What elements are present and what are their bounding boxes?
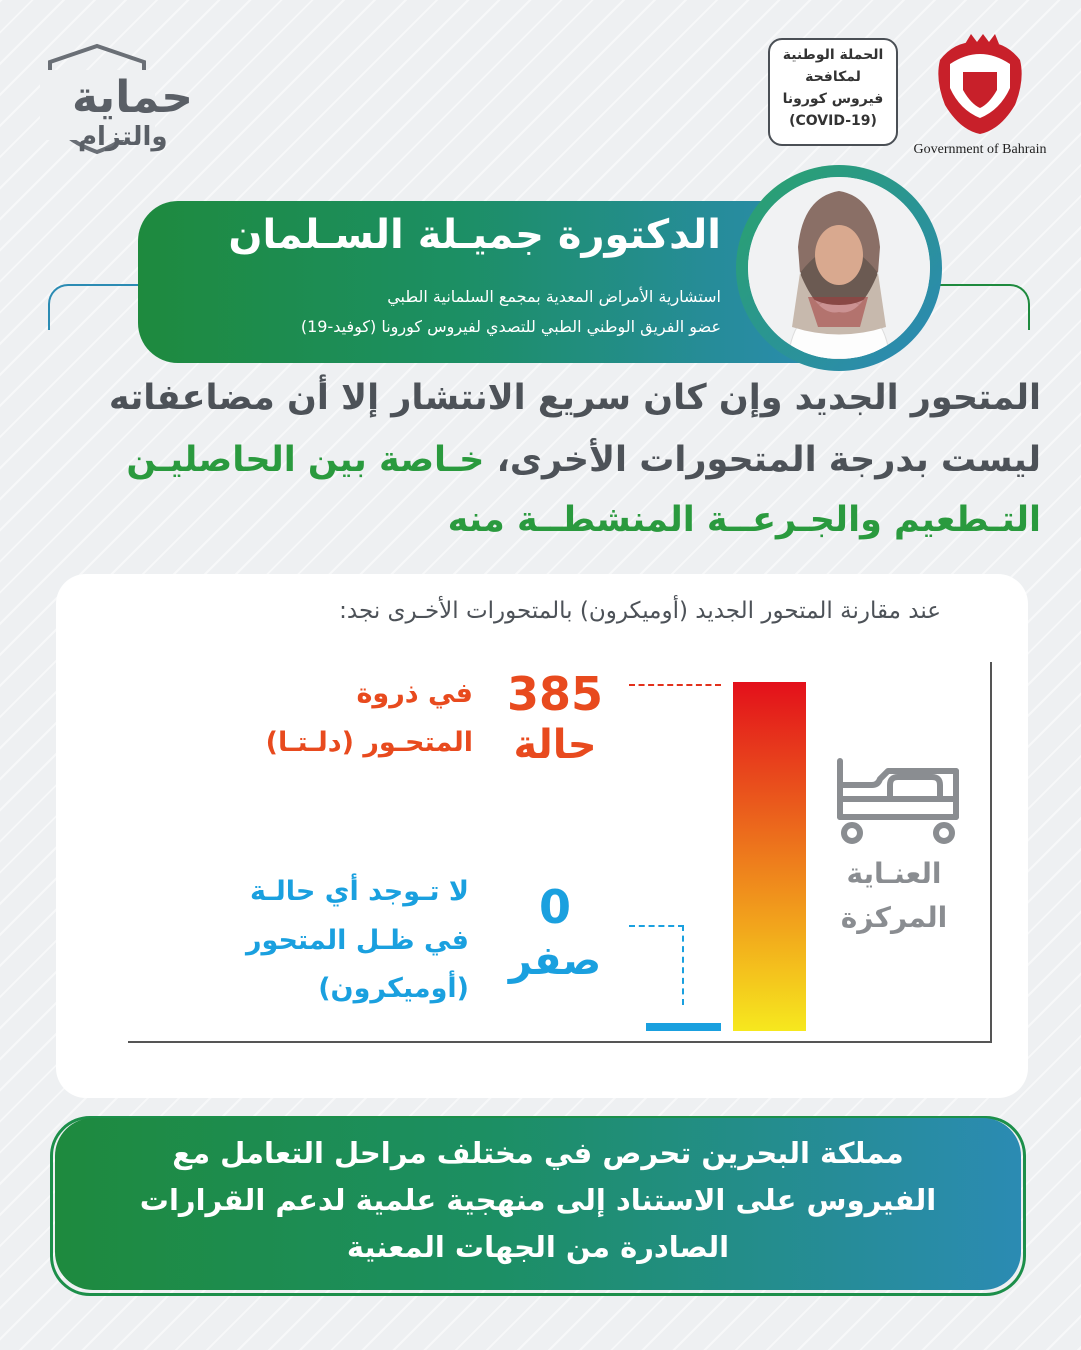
chart-axis-horizontal (128, 1041, 992, 1043)
omicron-guide-line (629, 925, 684, 927)
bar-omicron (646, 1023, 721, 1031)
bar-delta (733, 682, 806, 1031)
campaign-badge (768, 38, 898, 146)
himaya-logo (30, 40, 193, 155)
footer-line-3: الصادرة من الجهات المعنية (346, 1230, 730, 1264)
himaya-subtitle: والتزام (78, 122, 168, 152)
statement-line-2-highlight: خـاصة بين الحاصليـن (126, 440, 485, 480)
statement-line-2 (126, 440, 1041, 480)
icu-label-line-1: العنـاية (846, 857, 942, 890)
omicron-label-line-2: في ظـل المتحور (245, 925, 469, 956)
statement-line-3: التـطعيم والجـرعــة المنشطــة منه (447, 500, 1041, 540)
doctor-title: استشارية الأمراض المعدية بمجمع السلمانية الطبي (387, 287, 721, 306)
doctor-name: الدكتورة جميـلة السـلمان (228, 212, 721, 258)
delta-label-line-1: في ذروة (356, 678, 473, 709)
campaign-line: لمكافحة (805, 69, 861, 85)
footer-line-1: مملكة البحرين تحرص في مختلف مراحل التعامل مع (172, 1136, 904, 1170)
chart-axis-vertical (990, 662, 992, 1043)
campaign-line: (COVID-19) (789, 113, 877, 129)
delta-value: 385 (506, 667, 604, 721)
delta-unit: حالة (513, 722, 597, 768)
himaya-title: حماية (72, 72, 193, 123)
campaign-line: الحملة الوطنية (782, 47, 884, 63)
statement-line-2-plain: ليست بدرجة المتحورات الأخرى، (484, 440, 1041, 480)
delta-guide-line (629, 684, 721, 686)
hospital-bed-icon (832, 755, 964, 851)
icu-label-line-2: المركزة (840, 901, 948, 934)
campaign-line: فيروس كورونا (782, 91, 884, 107)
doctor-photo (748, 177, 930, 359)
decor-line-right (930, 284, 1030, 330)
coat-of-arms-icon (905, 30, 1055, 140)
icu-label (824, 852, 964, 940)
gov-english-name: Government of Bahrain (913, 142, 1047, 157)
omicron-label-line-3: (أوميكرون) (318, 973, 469, 1004)
omicron-value: 0 (538, 880, 571, 934)
footer-line-2: الفيروس على الاستناد إلى منهجية علمية لدعم القرارات (139, 1183, 937, 1217)
statement-line-1: المتحور الجديد وإن كان سريع الانتشار إلا أن مضاعفاته (108, 378, 1041, 418)
doctor-role: عضو الفريق الوطني الطبي للتصدي لفيروس كورونا (كوفيد-19) (300, 317, 721, 336)
comparison-title: عند مقارنة المتحور الجديد (أوميكرون) بالمتحورات الأخـرى نجد: (339, 598, 941, 624)
omicron-unit: صفر (508, 938, 602, 984)
delta-label-line-2: المتحـور (دلـتـا) (265, 727, 473, 758)
government-logo (905, 30, 1055, 160)
omicron-label-line-1: لا تـوجد أي حالـة (250, 876, 469, 907)
omicron-guide-line-vertical (682, 925, 684, 1005)
